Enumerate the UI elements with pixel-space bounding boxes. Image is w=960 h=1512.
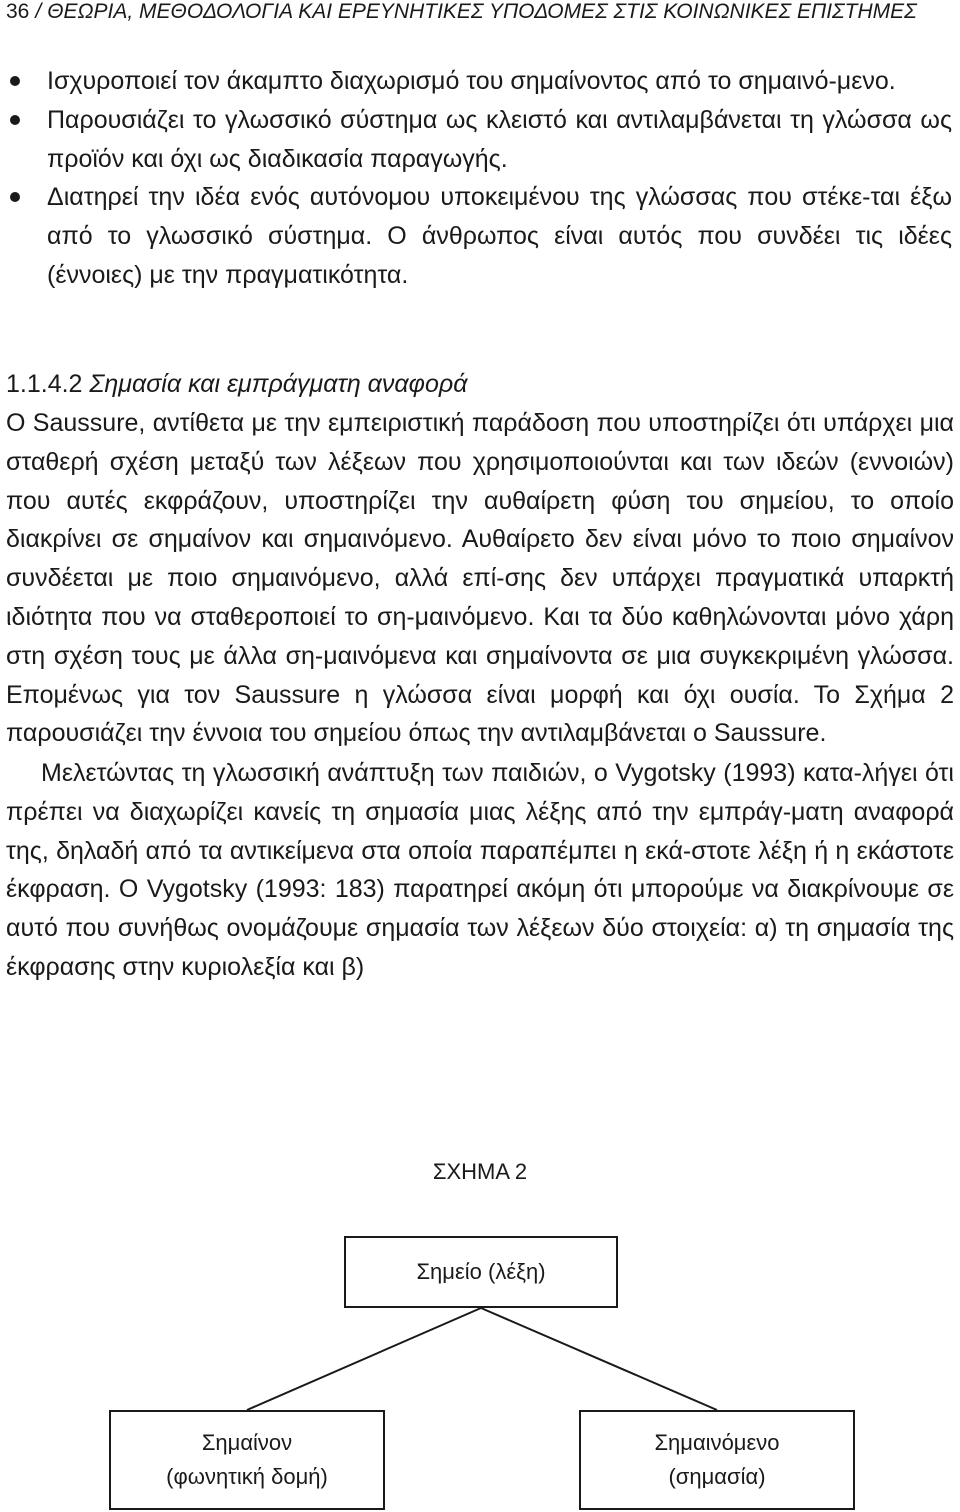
header-title: ΘΕΩΡΙΑ, ΜΕΘΟΔΟΛΟΓΙΑ ΚΑΙ ΕΡΕΥΝΗΤΙΚΕΣ ΥΠΟΔΟΜΕΣ ΣΤΙΣ ΚΟΙΝΩΝΙΚΕΣ ΕΠΙΣΤΗΜΕΣ <box>47 0 917 23</box>
signified-sublabel: (σημασία) <box>668 1464 766 1489</box>
running-header <box>6 0 917 24</box>
bullet-item <box>0 178 960 294</box>
bullet-dot-icon <box>10 76 20 86</box>
bullet-list <box>0 62 960 295</box>
section-heading <box>6 366 467 402</box>
bullet-text: Παρουσιάζει το γλωσσικό σύστημα ως κλειστό και αντιλαμβάνεται τη γλώσσα ως προϊόν και όχι ως διαδικασία παραγωγής. <box>47 105 952 173</box>
bullet-item <box>0 101 960 179</box>
bullet-dot-icon <box>10 115 20 125</box>
sign-diagram <box>0 1230 960 1512</box>
header-separator: / <box>35 0 42 23</box>
sign-node-label: Σημείο (λέξη) <box>416 1259 546 1284</box>
figure-title: ΣΧΗΜΑ 2 <box>432 1159 528 1184</box>
bullet-text: Διατηρεί την ιδέα ενός αυτόνομου υποκειμένου της γλώσσας που στέκε-ται έξω από το γλωσσικό σύστημα. Ο άνθρωπος είναι αυτός που συνδέει τις ιδέες (έννοιες) με την πραγματικότητα. <box>47 183 952 289</box>
bullet-text: Ισχυροποιεί τον άκαμπτο διαχωρισμό του σημαίνοντος από το σημαινό-μενο. <box>47 67 896 95</box>
body-paragraph: Μελετώντας τη γλωσσική ανάπτυξη των παιδιών, ο Vygotsky (1993) κατα-λήγει ότι πρέπει να διαχωρίζει κανείς τη σημασία μιας λέξης από την εμπράγ-ματη αναφορά της, δηλαδή από τα αντικείμενα στα οποία παραπέμπει η εκά-στοτε λέξη ή η εκάστοτε έκφραση. Ο Vygotsky (1993: 183) παρατηρεί ακόμη ότι μπορούμε να διακρίνουμε σε αυτό που συνήθως ονομάζουμε σημασία των λέξεων δύο στοιχεία: α) τη σημασία της έκφρασης στην κυριολεξία και β) <box>6 759 954 981</box>
signifier-sublabel: (φωνητική δομή) <box>166 1464 328 1489</box>
bullet-item <box>0 62 960 101</box>
page-number: 36 <box>6 0 30 23</box>
body-paragraph: Ο Saussure, αντίθετα με την εμπειριστική παράδοση που υποστηρίζει ότι υπάρχει μια σταθερή σχέση μεταξύ των λέξεων που χρησιμοποιούνται και των ιδεών (εννοιών) που αυτές εκφράζουν, υποστηρίζει την αυθαίρετη φύση του σημείου, το οποίο διακρίνει σε σημαίνον και σημαινόμενο. Αυθαίρετο δεν είναι μόνο το ποιο σημαίνον συνδέεται με ποιο σημαινόμενο, αλλά επί-σης δεν υπάρχει πραγματικά υπαρκτή ιδιότητα που να σταθεροποιεί το ση-μαινόμενο. Και τα δύο καθηλώνονται μόνο χάρη στη σχέση τους με άλλα ση-μαινόμενα και σημαίνοντα σε μια συγκεκριμένη γλώσσα. Επομένως για τον Saussure η γλώσσα είναι μορφή και όχι ουσία. Το Σχήμα 2 παρουσιάζει την έννοια του σημείου όπως την αντιλαμβάνεται ο Saussure. <box>6 409 954 748</box>
signified-node <box>579 1410 855 1510</box>
signifier-label: Σημαίνον <box>201 1430 293 1455</box>
signified-label: Σημαινόμενο <box>654 1430 780 1455</box>
signifier-node <box>109 1410 385 1510</box>
section-number: 1.1.4.2 <box>6 370 83 398</box>
connector-line-left <box>247 1308 481 1410</box>
section-title: Σημασία και εμπράγματη αναφορά <box>89 370 468 398</box>
bullet-dot-icon <box>10 192 20 202</box>
sign-node <box>344 1236 618 1308</box>
connector-line-right <box>481 1308 717 1410</box>
